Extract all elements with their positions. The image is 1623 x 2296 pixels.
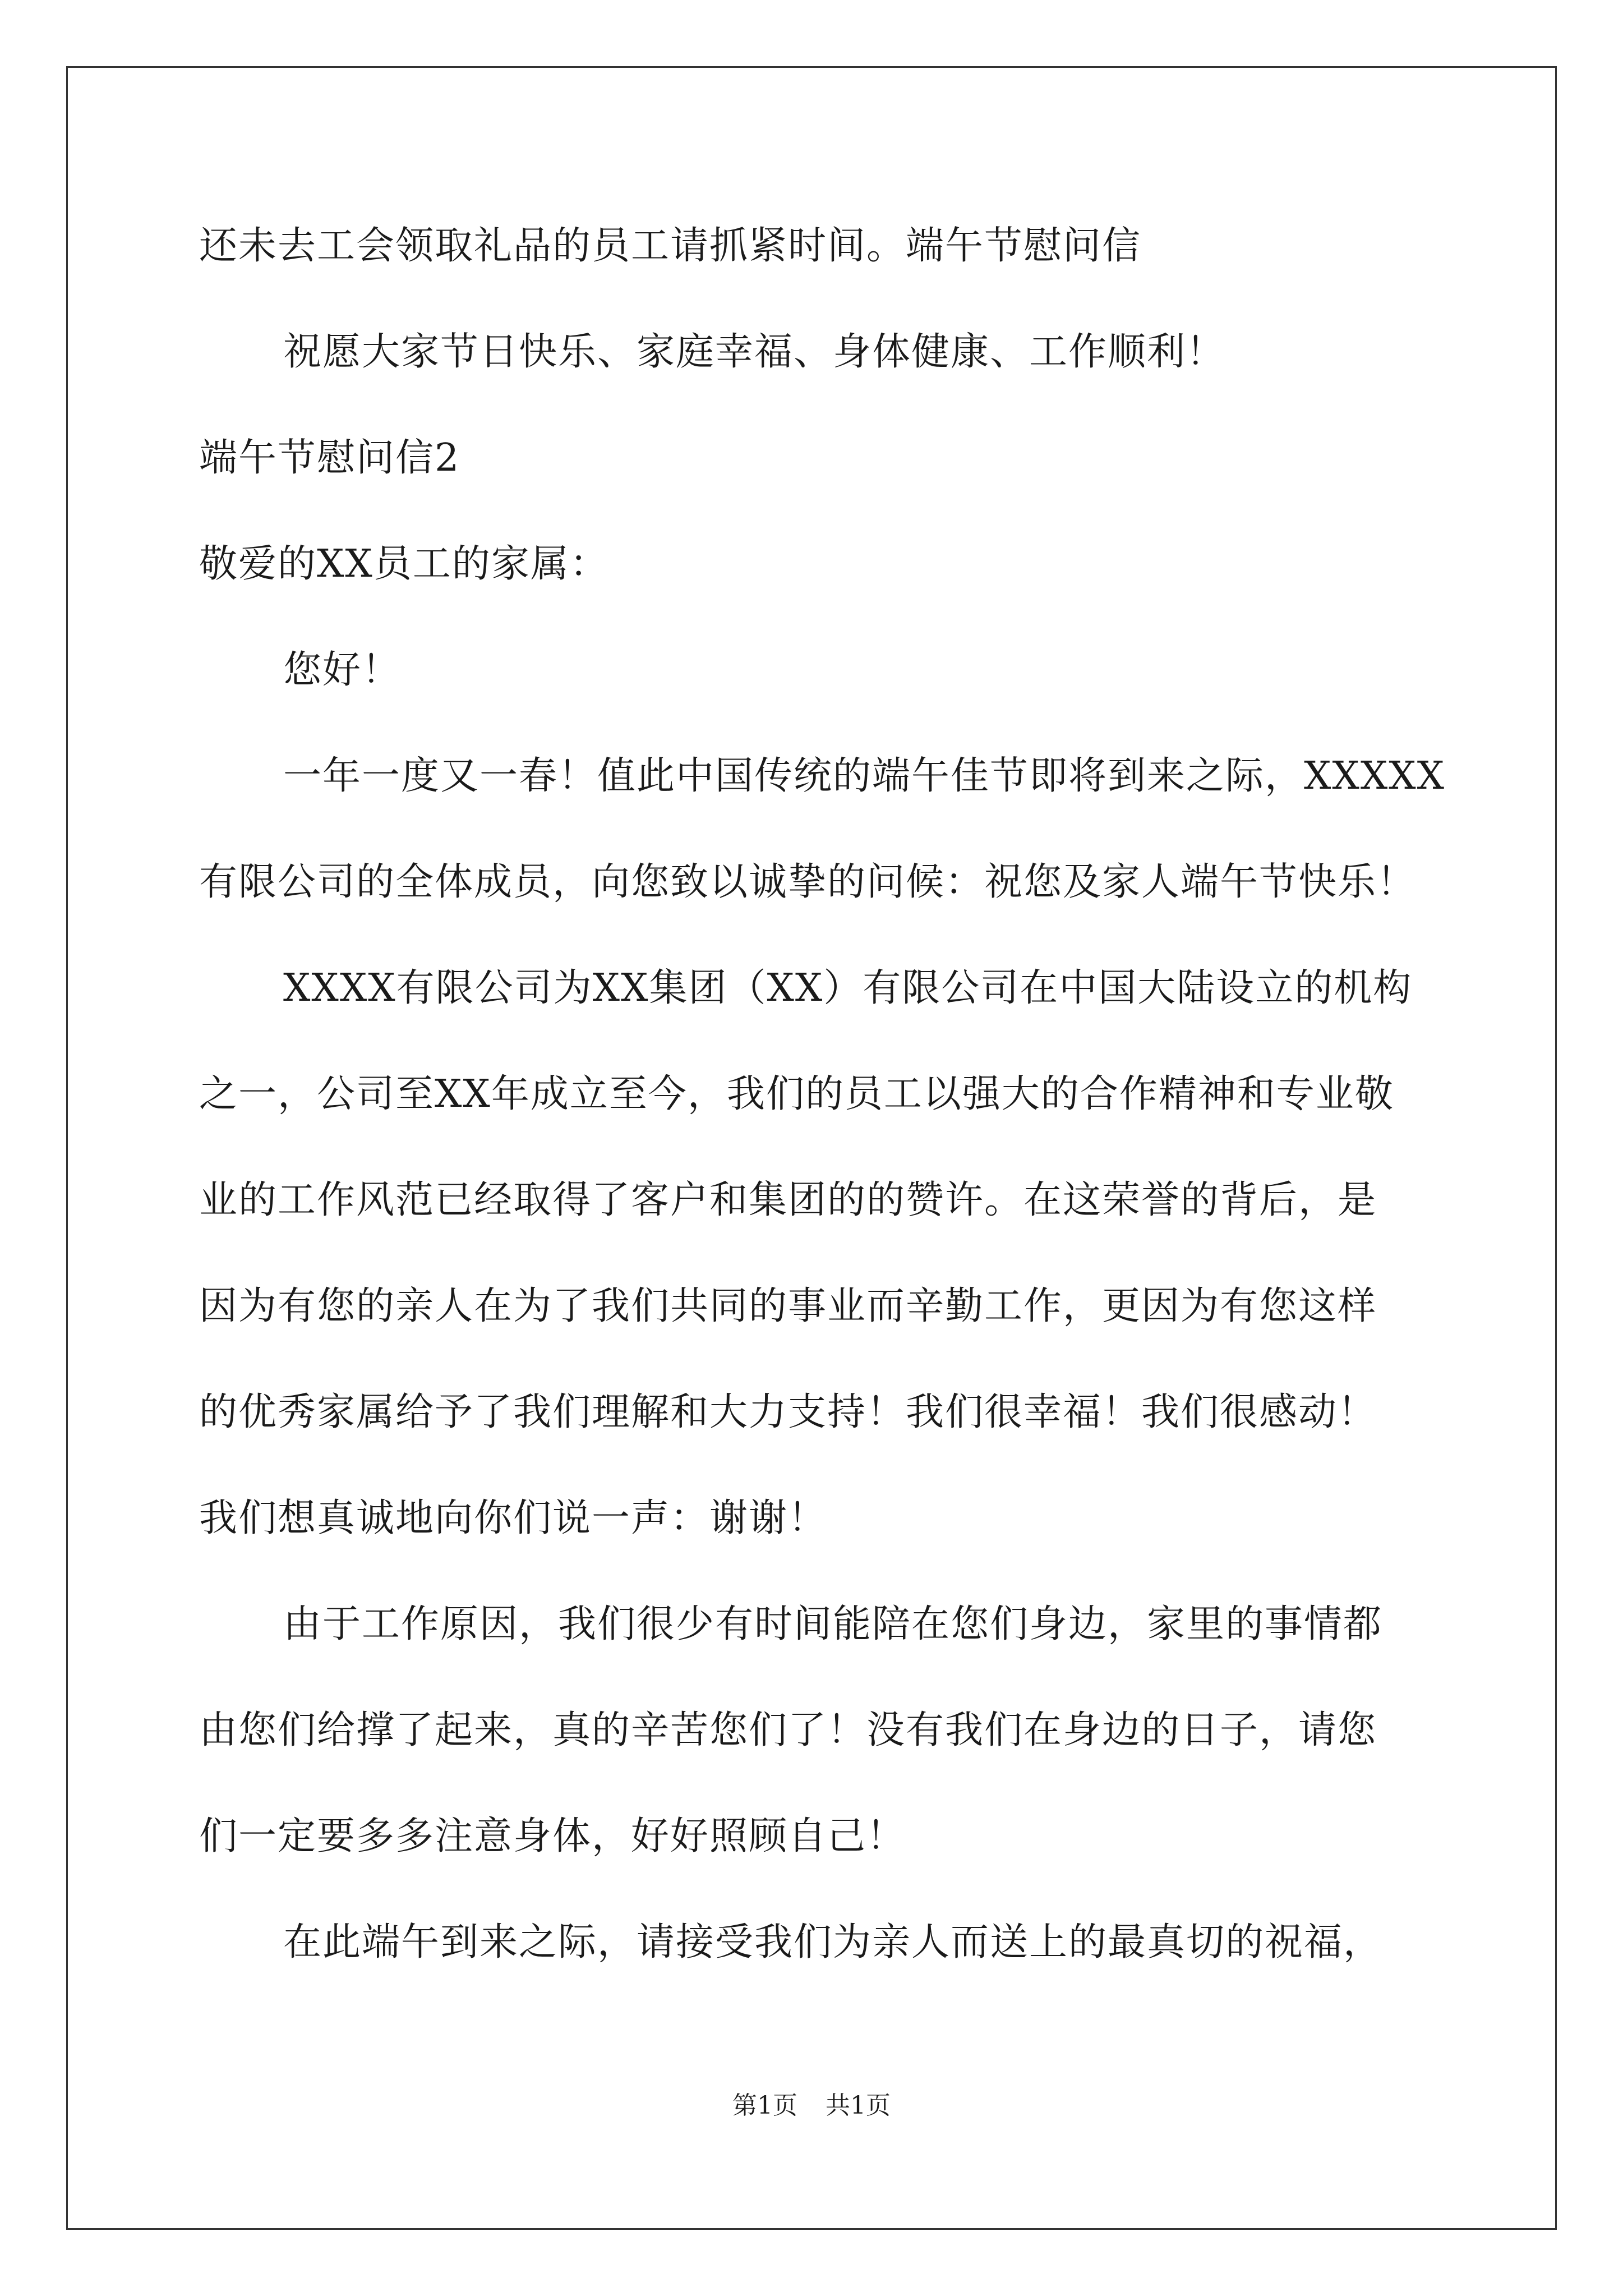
section-heading: 端午节慰问信2	[199, 436, 460, 480]
text-line-1: 还未去工会领取礼品的员工请抓紧时间。端午节慰问信	[199, 224, 1142, 268]
greeting: 您好！	[283, 648, 402, 692]
page-border	[66, 66, 1557, 2230]
text-line-11: 因为有您的亲人在为了我们共同的事业而辛勤工作，更因为有您这样	[199, 1284, 1377, 1328]
text-line-8: XXXX有限公司为XX集团（XX）有限公司在中国大陆设立的机构	[283, 966, 1413, 1010]
text-line-12: 的优秀家属给予了我们理解和大力支持！我们很幸福！我们很感动！	[199, 1390, 1377, 1434]
text-line-16: 们一定要多多注意身体，好好照顾自己！	[199, 1814, 906, 1858]
page-number: 第1页	[732, 2091, 797, 2120]
text-line-17: 在此端午到来之际，请接受我们为亲人而送上的最真切的祝福，	[283, 1920, 1383, 1964]
text-line-2: 祝愿大家节日快乐、家庭幸福、身体健康、工作顺利！	[283, 330, 1226, 374]
text-line-13: 我们想真诚地向你们说一声：谢谢！	[199, 1496, 828, 1540]
page-total: 共1页	[826, 2091, 891, 2120]
page-footer	[0, 2093, 1623, 2118]
text-line-9: 之一，公司至XX年成立至今，我们的员工以强大的合作精神和专业敬	[199, 1072, 1394, 1116]
text-line-6: 一年一度又一春！值此中国传统的端午佳节即将到来之际，XXXXX	[283, 754, 1446, 798]
text-line-15: 由您们给撑了起来，真的辛苦您们了！没有我们在身边的日子，请您	[199, 1708, 1377, 1752]
text-line-10: 业的工作风范已经取得了客户和集团的的赞许。在这荣誉的背后，是	[199, 1178, 1377, 1222]
salutation: 敬爱的XX员工的家属：	[199, 542, 609, 586]
text-line-14: 由于工作原因，我们很少有时间能陪在您们身边，家里的事情都	[283, 1602, 1383, 1646]
text-line-7: 有限公司的全体成员，向您致以诚挚的问候：祝您及家人端午节快乐！	[199, 860, 1417, 904]
